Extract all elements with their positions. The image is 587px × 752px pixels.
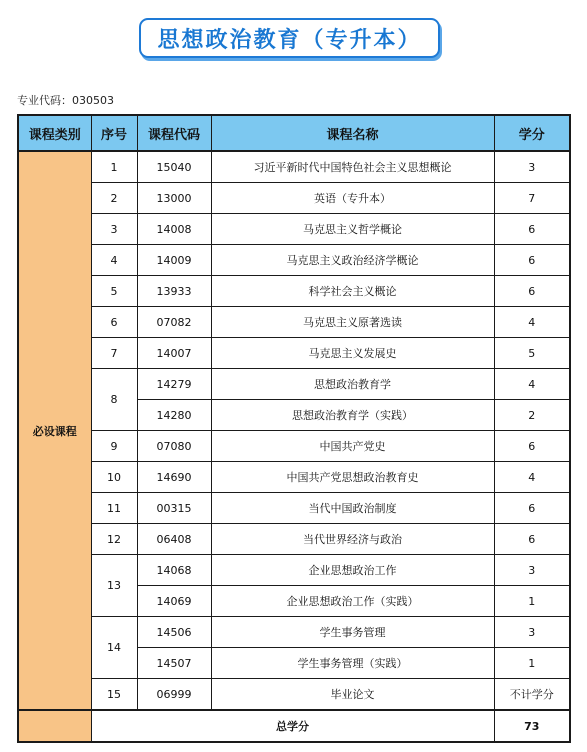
- credit-cell: 不计学分: [494, 679, 570, 711]
- seq-cell: 14: [91, 617, 137, 679]
- title-banner: [139, 18, 440, 58]
- name-cell: 马克思主义哲学概论: [211, 214, 494, 245]
- name-cell: 思想政治教育学（实践）: [211, 400, 494, 431]
- name-cell: 企业思想政治工作: [211, 555, 494, 586]
- seq-cell: 6: [91, 307, 137, 338]
- code-cell: 06999: [137, 679, 211, 711]
- code-cell: 14279: [137, 369, 211, 400]
- credit-cell: 6: [494, 214, 570, 245]
- table-row: [18, 307, 570, 338]
- credit-cell: 6: [494, 276, 570, 307]
- table-header-row: [18, 115, 570, 151]
- name-cell: 习近平新时代中国特色社会主义思想概论: [211, 151, 494, 183]
- credit-cell: 4: [494, 369, 570, 400]
- header-category: 课程类别: [18, 115, 91, 151]
- code-cell: 14280: [137, 400, 211, 431]
- seq-cell: 12: [91, 524, 137, 555]
- seq-cell: 2: [91, 183, 137, 214]
- name-cell: 中国共产党思想政治教育史: [211, 462, 494, 493]
- table-row: [18, 183, 570, 214]
- table-row: [18, 617, 570, 648]
- seq-cell: 5: [91, 276, 137, 307]
- header-name: 课程名称: [211, 115, 494, 151]
- credit-cell: 6: [494, 245, 570, 276]
- code-cell: 13933: [137, 276, 211, 307]
- total-category-cell: [18, 710, 91, 742]
- major-code: 专业代码：030503: [17, 94, 114, 107]
- table-row: [18, 524, 570, 555]
- total-value: 73: [494, 710, 570, 742]
- code-cell: 14009: [137, 245, 211, 276]
- code-cell: 15040: [137, 151, 211, 183]
- seq-cell: 13: [91, 555, 137, 617]
- code-cell: 14069: [137, 586, 211, 617]
- seq-cell: 8: [91, 369, 137, 431]
- name-cell: 当代中国政治制度: [211, 493, 494, 524]
- name-cell: 马克思主义政治经济学概论: [211, 245, 494, 276]
- page-title: 思想政治教育（专升本）: [157, 27, 422, 53]
- code-cell: 06408: [137, 524, 211, 555]
- credit-cell: 5: [494, 338, 570, 369]
- table-row: [18, 555, 570, 586]
- credit-cell: 1: [494, 648, 570, 679]
- credit-cell: 7: [494, 183, 570, 214]
- name-cell: 学生事务管理: [211, 617, 494, 648]
- table-row: [18, 431, 570, 462]
- credit-cell: 3: [494, 617, 570, 648]
- seq-cell: 15: [91, 679, 137, 711]
- credit-cell: 2: [494, 400, 570, 431]
- name-cell: 科学社会主义概论: [211, 276, 494, 307]
- credit-cell: 6: [494, 431, 570, 462]
- name-cell: 当代世界经济与政治: [211, 524, 494, 555]
- seq-cell: 10: [91, 462, 137, 493]
- table-row: [18, 245, 570, 276]
- seq-cell: 1: [91, 151, 137, 183]
- name-cell: 毕业论文: [211, 679, 494, 711]
- table-row: [18, 214, 570, 245]
- header-seq: 序号: [91, 115, 137, 151]
- table-row: [18, 493, 570, 524]
- name-cell: 思想政治教育学: [211, 369, 494, 400]
- code-cell: 00315: [137, 493, 211, 524]
- credit-cell: 4: [494, 307, 570, 338]
- credit-cell: 1: [494, 586, 570, 617]
- name-cell: 学生事务管理（实践）: [211, 648, 494, 679]
- header-code: 课程代码: [137, 115, 211, 151]
- credit-cell: 6: [494, 493, 570, 524]
- total-row: [18, 710, 570, 742]
- code-cell: 13000: [137, 183, 211, 214]
- name-cell: 马克思主义发展史: [211, 338, 494, 369]
- header-credit: 学分: [494, 115, 570, 151]
- name-cell: 企业思想政治工作（实践）: [211, 586, 494, 617]
- name-cell: 英语（专升本）: [211, 183, 494, 214]
- code-cell: 14008: [137, 214, 211, 245]
- credit-cell: 3: [494, 555, 570, 586]
- code-cell: 14068: [137, 555, 211, 586]
- code-cell: 07082: [137, 307, 211, 338]
- code-cell: 14506: [137, 617, 211, 648]
- course-table: [17, 114, 571, 743]
- total-label: 总学分: [91, 710, 494, 742]
- table-row: [18, 679, 570, 711]
- seq-cell: 11: [91, 493, 137, 524]
- seq-cell: 4: [91, 245, 137, 276]
- seq-cell: 3: [91, 214, 137, 245]
- credit-cell: 3: [494, 151, 570, 183]
- table-row: [18, 276, 570, 307]
- table-row: [18, 151, 570, 183]
- name-cell: 中国共产党史: [211, 431, 494, 462]
- credit-cell: 6: [494, 524, 570, 555]
- code-cell: 14507: [137, 648, 211, 679]
- code-cell: 07080: [137, 431, 211, 462]
- name-cell: 马克思主义原著选读: [211, 307, 494, 338]
- table-row: [18, 338, 570, 369]
- code-cell: 14690: [137, 462, 211, 493]
- credit-cell: 4: [494, 462, 570, 493]
- seq-cell: 7: [91, 338, 137, 369]
- table-row: [18, 369, 570, 400]
- category-cell: 必设课程: [18, 151, 91, 710]
- seq-cell: 9: [91, 431, 137, 462]
- table-row: [18, 462, 570, 493]
- code-cell: 14007: [137, 338, 211, 369]
